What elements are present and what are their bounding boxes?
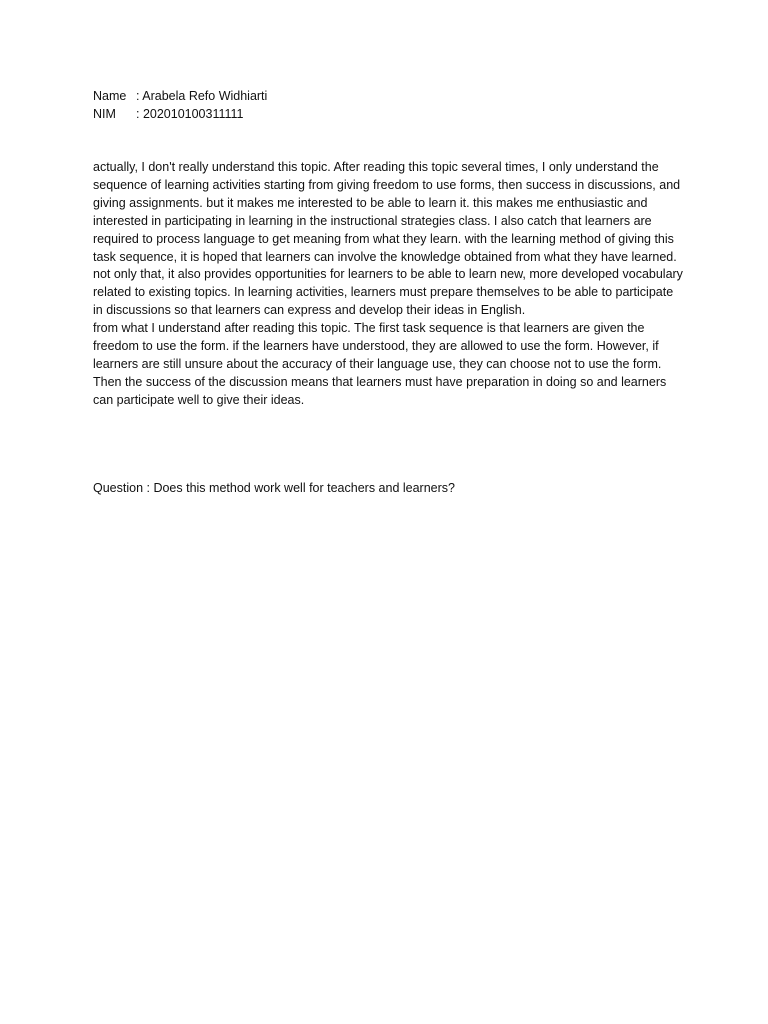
nim-label: NIM	[93, 107, 116, 121]
question-text: Question : Does this method work well for teachers and learners?	[93, 481, 455, 495]
nim-value: : 202010100311111	[136, 107, 244, 121]
name-label: Name	[93, 89, 127, 103]
body-text	[93, 159, 683, 410]
name-row	[93, 87, 267, 105]
paragraph-1: actually, I don't really understand this topic. After reading this topic several times, I only understand the sequence of learning activities starting from giving freedom to use forms, then success in discussions, and giving assignments. but it makes me interested to be able to learn it. this makes me enthusiastic and interested in participating in learning in the instructional strategies class. I also catch that learners are required to process language to get meaning from what they learn. with the learning method of giving this task sequence, it is hoped that learners can involve the knowledge obtained from what they have learned. not only that, it also provides opportunities for learners to be able to learn new, more developed vocabulary related to existing topics. In learning activities, learners must prepare themselves to be able to participate in discussions so that learners can express and develop their ideas in English.	[93, 160, 683, 318]
paragraph-2: from what I understand after reading this topic. The first task sequence is that learners are given the freedom to use the form. if the learners have understood, they are allowed to use the form. However, if learners are still unsure about the accuracy of their language use, they can choose not to use the form. Then the success of the discussion means that learners must have preparation in doing so and learners can participate well to give their ideas.	[93, 321, 667, 407]
nim-row	[93, 105, 267, 123]
name-value: : Arabela Refo Widhiarti	[136, 89, 268, 103]
student-header	[93, 87, 267, 123]
